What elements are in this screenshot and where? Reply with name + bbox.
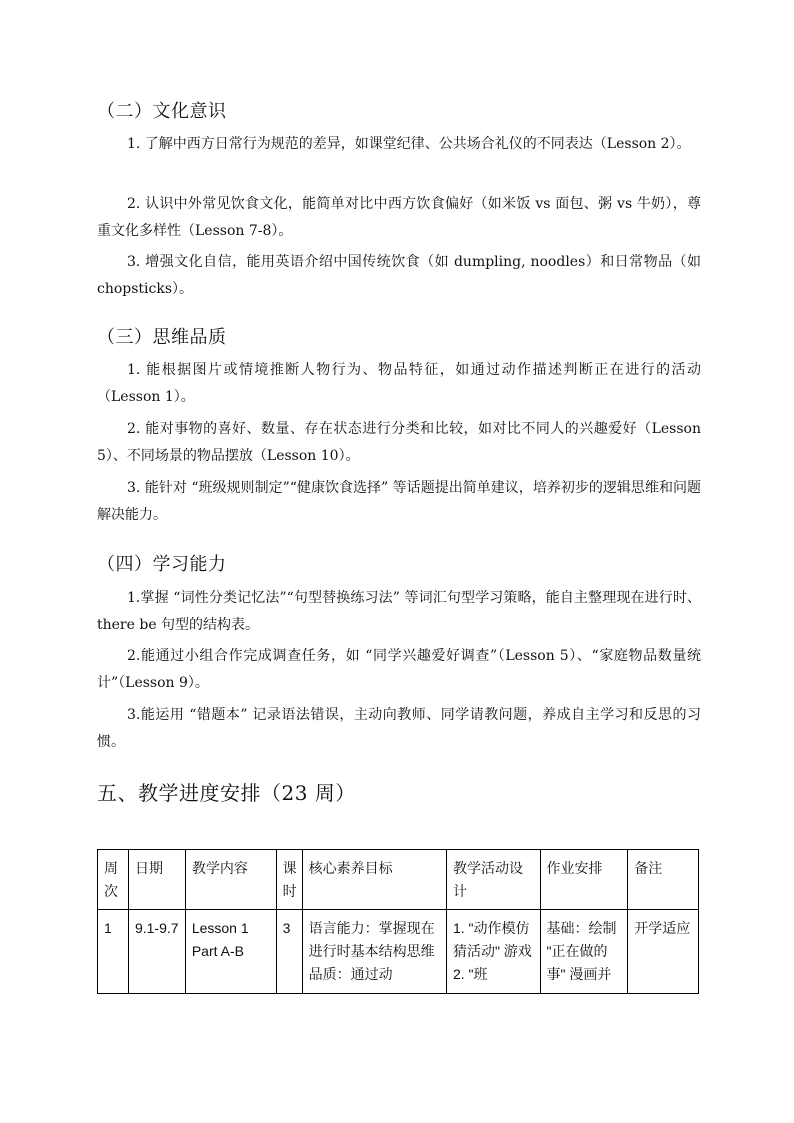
cell-homework: 基础：绘制 "正在做的事" 漫画并 [546, 920, 617, 982]
cell-hours: 3 [282, 920, 291, 936]
header-hours: 课时 [276, 850, 302, 910]
cell-notes: 开学适应 [634, 920, 691, 936]
thinking-item-3: 3. 能针对 “班级规则制定”“健康饮食选择” 等话题提出简单建议，培养初步的逻辑思维和问题解决能力。 [97, 480, 701, 523]
culture-item-3: 3. 增强文化自信，能用英语介绍中国传统饮食（如 dumpling, noodles）和日常物品（如 chopsticks）。 [97, 254, 701, 297]
cell-date: 9.1-9.7 [134, 920, 179, 936]
culture-item-1: 1. 了解中西方日常行为规范的差异，如课堂纪律、公共场合礼仪的不同表达（Lesson 2）。 [127, 136, 691, 152]
header-date: 日期 [128, 850, 185, 910]
header-goals: 核心素养目标 [302, 850, 446, 910]
cell-activities: 1. "动作模仿猜活动" 游戏 2. "班 [452, 920, 532, 982]
thinking-item-2: 2. 能对事物的喜好、数量、存在状态进行分类和比较，如对比不同人的兴趣爱好（Lesson 5）、不同场景的物品摆放（Lesson 10）。 [97, 421, 701, 464]
cell-week: 1 [104, 920, 112, 936]
section-heading-culture: （二）文化意识 [97, 101, 227, 122]
learning-item-3: 3.能运用 “错题本” 记录语法错误，主动向教师、同学请教问题，养成自主学习和反思的习惯。 [97, 707, 701, 750]
learning-item-1: 1.掌握 “词性分类记忆法”“句型替换练习法” 等词汇句型学习策略，能自主整理现在进行时、there be 句型的结构表。 [97, 590, 701, 633]
header-activities: 教学活动设计 [446, 850, 540, 910]
section-heading-thinking: （三）思维品质 [97, 327, 227, 348]
header-homework: 作业安排 [540, 850, 628, 910]
table-row [98, 910, 699, 994]
thinking-item-1: 1. 能根据图片或情境推断人物行为、物品特征，如通过动作描述判断正在进行的活动（Lesson 1）。 [97, 362, 701, 405]
header-notes: 备注 [628, 850, 699, 910]
cell-content: Lesson 1 Part A-B [191, 920, 249, 959]
header-week: 周次 [98, 850, 129, 910]
section-heading-learning: （四）学习能力 [97, 554, 227, 575]
cell-goals: 语言能力：掌握现在进行时基本结构思维品质：通过动 [308, 920, 435, 982]
schedule-table [97, 849, 699, 994]
schedule-title: 五、教学进度安排（23 周） [97, 781, 356, 805]
learning-item-2: 2.能通过小组合作完成调查任务，如 “同学兴趣爱好调查”（Lesson 5）、“家庭物品数量统计”（Lesson 9）。 [97, 648, 701, 691]
header-content: 教学内容 [185, 850, 276, 910]
table-header-row [98, 850, 699, 910]
culture-item-2: 2. 认识中外常见饮食文化，能简单对比中西方饮食偏好（如米饭 vs 面包、粥 vs 牛奶），尊重文化多样性（Lesson 7-8）。 [97, 196, 701, 239]
